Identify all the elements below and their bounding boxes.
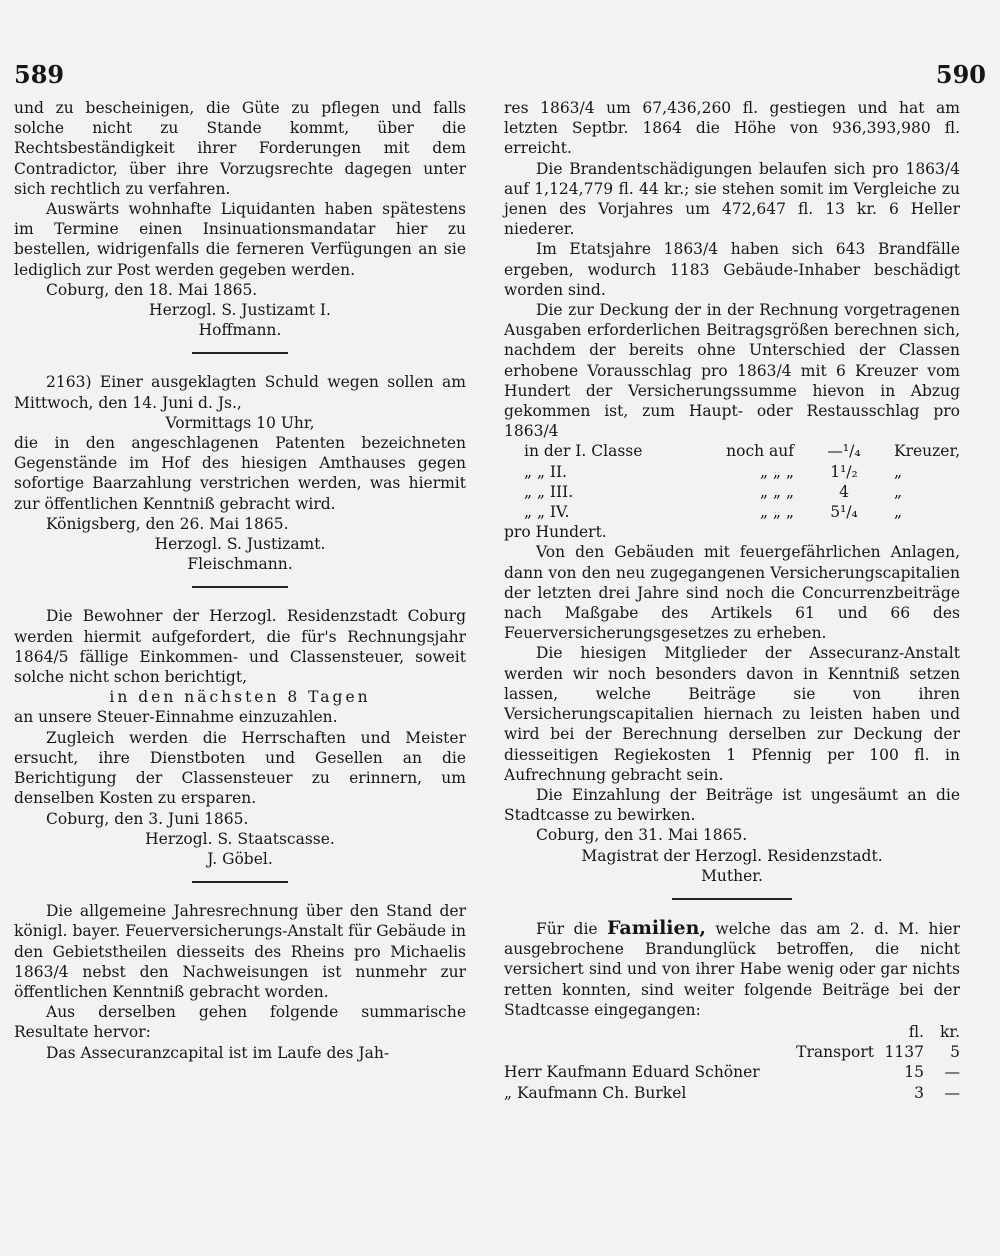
signature-office: Herzogl. S. Justizamt. <box>154 535 326 554</box>
class-row <box>524 482 960 502</box>
class-rate: —¹/₄ <box>827 442 861 461</box>
signature-name: Hoffmann. <box>198 321 282 340</box>
header-kr: kr. <box>939 1022 960 1041</box>
class-text: noch auf <box>726 442 794 461</box>
dateline: Königsberg, den 26. Mai 1865. <box>46 514 289 533</box>
class-rate: 4 <box>839 482 849 501</box>
class-rates <box>524 441 960 522</box>
notice-intro: 2163) Einer ausgeklagten Schuld wegen sollen am Mittwoch, den 14. Juni d. Js., <box>14 373 466 412</box>
right-column <box>504 98 960 1103</box>
class-unit: „ <box>894 503 903 522</box>
signature-office: Magistrat der Herzogl. Residenzstadt. <box>581 846 883 865</box>
paragraph-rest: welche das am 2. d. M. hier ausgebrochene Brandunglück betroffen, die nicht versichert sind und von ihrer Habe wenig oder gar nichts retten konnten, sind weiter folgende Beiträge bei der Stadtcasse eingegangen: <box>504 919 960 1019</box>
page-number-left: 589 <box>14 60 65 89</box>
header-fl: fl. <box>908 1022 924 1041</box>
class-label: in der I. Classe <box>524 442 643 461</box>
signature-name: Muther. <box>701 866 763 885</box>
contribution-table <box>504 1022 960 1103</box>
divider <box>192 586 288 588</box>
row-name: „ Kaufmann Ch. Burkel <box>504 1083 687 1102</box>
class-row <box>524 462 960 482</box>
dateline: Coburg, den 31. Mai 1865. <box>536 826 748 845</box>
paragraph: Die Brandentschädigungen belaufen sich pro 1863/4 auf 1,124,779 fl. 44 kr.; sie stehen somit im Vergleiche zu jenen des Vorjahres um 472,647 fl. 13 kr. 6 Heller niederer. <box>504 159 960 239</box>
paragraph: und zu bescheinigen, die Güte zu pflegen und falls solche nicht zu Stande kommt, über die Rechtsbeständigkeit ihrer Forderungen mit dem Contradictor, über ihre Vorzugsrechte dagegen unter sich rechtlich zu verfahren. <box>14 99 466 198</box>
row-kr: — <box>944 1063 960 1082</box>
class-text: „ „ „ <box>760 482 794 501</box>
paragraph: Auswärts wohnhafte Liquidanten haben spätestens im Termine einen Insinuationsmandatar hier zu bestellen, widrigenfalls die ferneren Verfügungen an sie lediglich zur Post werden gegeben werden. <box>14 200 466 279</box>
paragraph: Zugleich werden die Herrschaften und Meister ersucht, ihre Dienstboten und Gesellen an die Berichtigung der Classensteuer zu erinnern, um denselben Kosten zu ersparen. <box>14 728 466 808</box>
emphasis-word: Familien, <box>606 916 707 939</box>
left-column <box>14 98 466 1063</box>
paragraph: Die zur Deckung der in der Rechnung vorgetragenen Ausgaben erforderlichen Beitragsgrößen berechnen sich, nachdem der bereits ohne Unterschied der Classen erhobene Vorausschlag pro 1863/4 mit 6 Kreuzer vom Hundert der Versicherungssumme hievon in Abzug gekommen ist, zum Haupt- oder Restausschlag pro 1863/4 <box>504 301 960 441</box>
signature-office: Herzogl. S. Justizamt I. <box>149 301 331 320</box>
table-header <box>504 1022 960 1042</box>
paragraph: Die allgemeine Jahresrechnung über den Stand der königl. bayer. Feuerversicherungs-Anstalt für Gebäude in den Gebietstheilen diesseits des Rheins pro Michaelis 1863/4 nebst den Nachweisungen ist nunmehr zur öffentlichen Kenntniß gebracht worden. <box>14 902 466 1001</box>
paragraph: Die hiesigen Mitglieder der Assecuranz-Anstalt werden wir noch besonders davon in Kenntniß setzen lassen, welche Beiträge sie von ihren Versicherungscapitalien hiernach zu leisten haben und wird bei der Berechnung derselben zur Deckung der diesseitigen Regiekosten 1 Pfennig per 100 fl. in Aufrechnung gebracht sein. <box>504 644 960 784</box>
class-row <box>524 502 960 522</box>
class-rate: 5¹/₄ <box>830 503 858 522</box>
class-text: „ „ „ <box>760 462 794 481</box>
signature-name: J. Göbel. <box>207 849 273 868</box>
class-rate: 1¹/₂ <box>830 462 858 481</box>
table-row <box>504 1083 960 1103</box>
class-unit: „ <box>894 482 903 501</box>
signature-office: Herzogl. S. Staatscasse. <box>145 829 335 848</box>
class-label: „ „ II. <box>524 462 568 481</box>
paragraph: Die Bewohner der Herzogl. Residenzstadt Coburg werden hiermit aufgefordert, die für's Rechnungsjahr 1864/5 fällige Einkommen- und Classensteuer, soweit solche nicht schon berichtigt, <box>14 607 466 687</box>
signature-name: Fleischmann. <box>187 555 293 574</box>
class-unit: „ <box>894 462 903 481</box>
paragraph: Im Etatsjahre 1863/4 haben sich 643 Brandfälle ergeben, wodurch 1183 Gebäude-Inhaber beschädigt worden sind. <box>504 240 960 299</box>
class-row <box>524 441 960 461</box>
dateline: Coburg, den 3. Juni 1865. <box>46 809 249 828</box>
page-number-right: 590 <box>935 60 986 89</box>
paragraph: die in den angeschlagenen Patenten bezeichneten Gegenstände im Hof des hiesigen Amthauses gegen sofortige Baarzahlung verstrichen werden, was hiermit zur öffentlichen Kenntniß gebracht wird. <box>14 434 466 513</box>
divider <box>192 352 288 354</box>
class-label: „ „ IV. <box>524 503 570 522</box>
table-row <box>504 1042 960 1062</box>
row-fl: 3 <box>914 1083 924 1102</box>
paragraph: Von den Gebäuden mit feuergefährlichen Anlagen, dann von den neu zugegangenen Versicherungscapitalien der letzten drei Jahre sind noch die Concurrenzbeiträge nach Maßgabe des Artikels 61 und 66 des Feuerversicherungsgesetzes zu erheben. <box>504 543 960 643</box>
paragraph: Das Assecuranzcapital ist im Laufe des Jah- <box>46 1043 390 1062</box>
paragraph-start: Für die <box>536 919 598 938</box>
paragraph: Die Einzahlung der Beiträge ist ungesäumt an die Stadtcasse zu bewirken. <box>504 785 960 825</box>
notice-time: Vormittags 10 Uhr, <box>165 413 315 432</box>
row-name: Herr Kaufmann Eduard Schöner <box>504 1063 760 1082</box>
deadline: in den nächsten 8 Tagen <box>109 688 371 707</box>
paragraph: res 1863/4 um 67,436,260 fl. gestiegen und hat am letzten Septbr. 1864 die Höhe von 936,393,980 fl. erreicht. <box>504 99 960 158</box>
class-label: „ „ III. <box>524 482 574 501</box>
class-unit: Kreuzer, <box>894 442 961 461</box>
paragraph <box>504 918 960 1020</box>
class-text: „ „ „ <box>760 503 794 522</box>
row-name: Transport <box>796 1043 874 1062</box>
dateline: Coburg, den 18. Mai 1865. <box>46 280 258 299</box>
table-row <box>504 1062 960 1082</box>
divider <box>192 881 288 883</box>
row-kr: — <box>944 1083 960 1102</box>
class-rates-end: pro Hundert. <box>504 523 607 542</box>
paragraph: Aus derselben gehen folgende summarische Resultate hervor: <box>14 1003 466 1042</box>
divider <box>672 898 792 900</box>
row-fl: 1137 <box>884 1043 924 1062</box>
row-fl: 15 <box>904 1063 924 1082</box>
row-kr: 5 <box>950 1043 960 1062</box>
paragraph: an unsere Steuer-Einnahme einzuzahlen. <box>14 708 338 727</box>
